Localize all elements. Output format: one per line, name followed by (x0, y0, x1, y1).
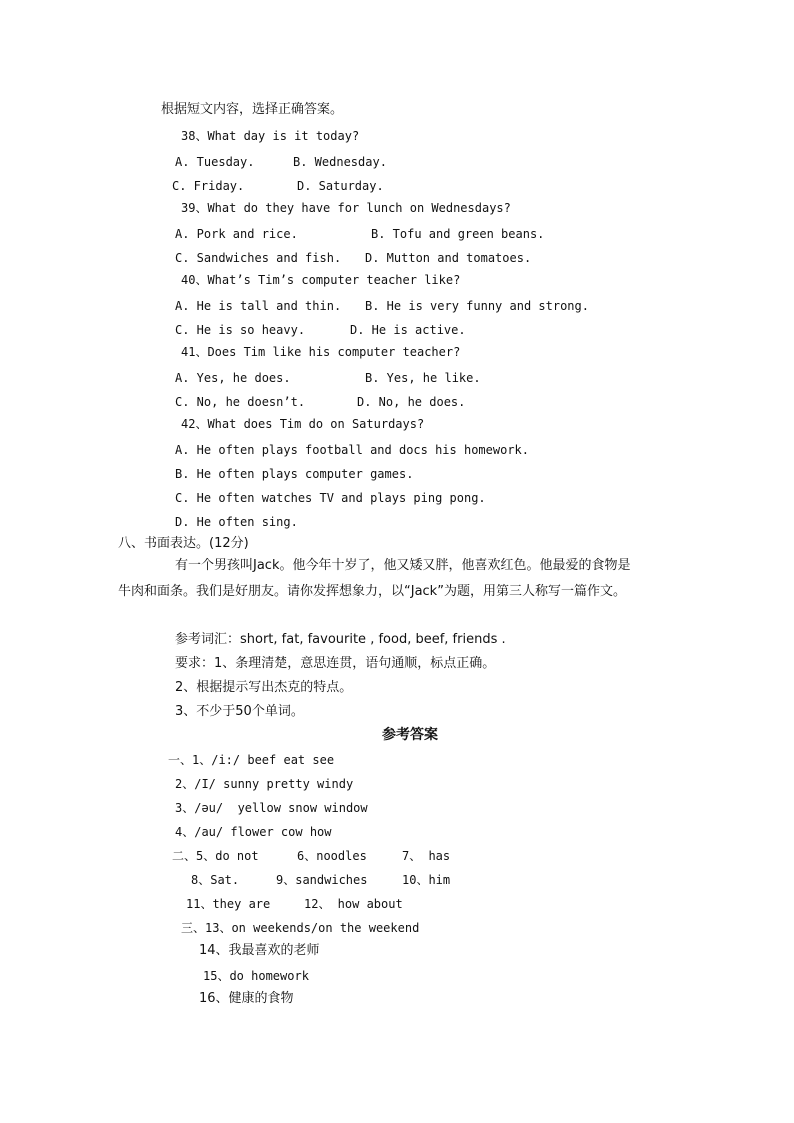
writing-prompt-line-1: 有一个男孩叫Jack。他今年十岁了，他又矮又胖，他喜欢红色。他最爱的食物是 (175, 558, 631, 573)
q41-option-d: D. No, he does. (357, 395, 466, 409)
answer-9: 9、sandwiches (276, 873, 368, 887)
answer-11: 11、they are (186, 897, 271, 911)
answer-5: 二、5、do not (172, 849, 259, 863)
answer-6: 6、noodles (297, 849, 367, 863)
q41-option-b: B. Yes, he like. (365, 371, 481, 385)
writing-vocab: 参考词汇：short, fat, favourite , food, beef, friends . (175, 632, 506, 647)
answer-10: 10、him (402, 873, 451, 887)
answer-14: 14、我最喜欢的老师 (199, 943, 320, 958)
answer-1: 一、1、/i:/ beef eat see (168, 753, 335, 767)
q42-option-d: D. He often sing. (175, 515, 298, 529)
answer-13: 三、13、on weekends/on the weekend (181, 921, 420, 935)
question-40: 40、What’s Tim’s computer teacher like? (181, 273, 461, 287)
answer-7: 7、 has (402, 849, 451, 863)
question-38: 38、What day is it today? (181, 129, 360, 143)
reading-instruction: 根据短文内容，选择正确答案。 (161, 102, 344, 117)
q39-option-a: A. Pork and rice. (175, 227, 298, 241)
question-42: 42、What does Tim do on Saturdays? (181, 417, 425, 431)
q38-option-b: B. Wednesday. (293, 155, 387, 169)
answer-8: 8、Sat. (191, 873, 240, 887)
answers-title: 参考答案 (382, 727, 438, 743)
q38-option-d: D. Saturday. (297, 179, 384, 193)
writing-requirement-3: 3、不少于50个单词。 (175, 704, 304, 719)
q39-option-b: B. Tofu and green beans. (371, 227, 545, 241)
q40-option-b: B. He is very funny and strong. (365, 299, 589, 313)
writing-requirement-1: 要求：1、条理清楚，意思连贯，语句通顺，标点正确。 (175, 656, 496, 671)
q38-option-c: C. Friday. (172, 179, 245, 193)
q38-option-a: A. Tuesday. (175, 155, 255, 169)
answer-15: 15、do homework (203, 969, 309, 983)
answer-3: 3、/əu/ yellow snow window (175, 801, 368, 815)
answer-12: 12、 how about (304, 897, 403, 911)
q39-option-c: C. Sandwiches and fish. (175, 251, 342, 265)
q40-option-d: D. He is active. (350, 323, 466, 337)
question-39: 39、What do they have for lunch on Wednesdays? (181, 201, 511, 215)
q39-option-d: D. Mutton and tomatoes. (365, 251, 532, 265)
question-41: 41、Does Tim like his computer teacher? (181, 345, 461, 359)
q42-option-c: C. He often watches TV and plays ping pong. (175, 491, 486, 505)
q42-option-a: A. He often plays football and docs his homework. (175, 443, 530, 457)
q42-option-b: B. He often plays computer games. (175, 467, 414, 481)
q40-option-c: C. He is so heavy. (175, 323, 306, 337)
answer-2: 2、/I/ sunny pretty windy (175, 777, 354, 791)
answer-16: 16、健康的食物 (199, 991, 294, 1006)
answer-4: 4、/au/ flower cow how (175, 825, 332, 839)
q41-option-c: C. No, he doesn’t. (175, 395, 306, 409)
writing-heading: 八、书面表达。(12分) (118, 536, 249, 551)
q40-option-a: A. He is tall and thin. (175, 299, 342, 313)
writing-prompt-line-2: 牛肉和面条。我们是好朋友。请你发挥想象力，以“Jack”为题，用第三人称写一篇作文。 (118, 584, 626, 599)
q41-option-a: A. Yes, he does. (175, 371, 291, 385)
writing-requirement-2: 2、根据提示写出杰克的特点。 (175, 680, 353, 695)
